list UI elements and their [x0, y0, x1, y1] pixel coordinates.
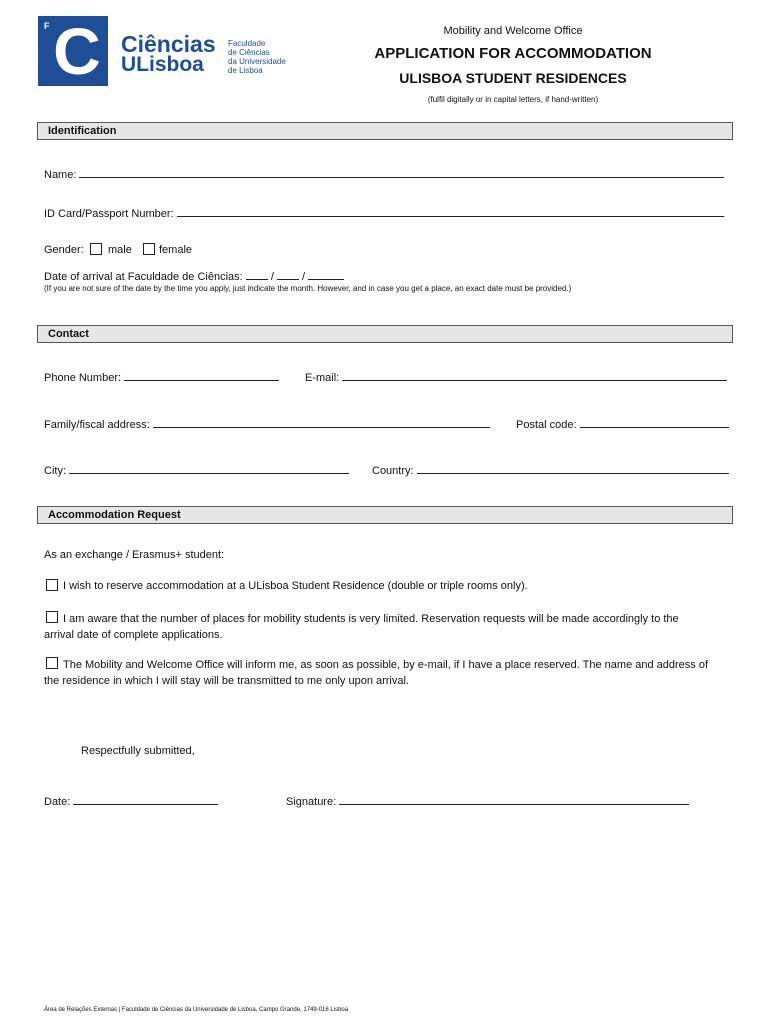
arrival-day-line[interactable] [246, 268, 268, 280]
country-label: Country: [372, 465, 414, 477]
email-field[interactable] [305, 369, 727, 384]
address-field[interactable] [44, 416, 490, 431]
arrival-month-line[interactable] [277, 268, 299, 280]
logo-letter-c: C [53, 14, 101, 88]
logo-faculty-line: de Lisboa [228, 66, 263, 75]
female-label: female [159, 244, 193, 256]
signature-input-line[interactable] [339, 793, 689, 805]
logo-ciencias-text: Ciências [121, 31, 216, 57]
address-input-line[interactable] [153, 416, 490, 428]
email-input-line[interactable] [342, 369, 727, 381]
arrival-slash: / [302, 271, 306, 283]
city-field[interactable] [44, 462, 349, 477]
phone-label: Phone Number: [44, 372, 122, 384]
page-subtitle: ULISBOA STUDENT RESIDENCES [399, 70, 627, 86]
arrival-year-line[interactable] [308, 268, 344, 280]
male-label: male [108, 244, 132, 256]
email-label: E-mail: [305, 372, 340, 384]
section-accommodation-header: Accommodation Request [37, 506, 733, 524]
section-contact-header: Contact [37, 325, 733, 343]
aware-option-line2: arrival date of complete applications. [44, 629, 223, 641]
id-input-line[interactable] [177, 205, 724, 217]
section-identification-header: Identification [37, 122, 733, 140]
reserve-option-text: I wish to reserve accommodation at a ULisboa Student Residence (double or triple rooms only). [63, 580, 528, 592]
postal-label: Postal code: [516, 419, 577, 431]
aware-checkbox[interactable] [46, 611, 58, 623]
office-name: Mobility and Welcome Office [443, 25, 583, 37]
postal-input-line[interactable] [580, 416, 729, 428]
respectfully-text: Respectfully submitted, [81, 745, 195, 757]
male-checkbox[interactable] [90, 243, 102, 255]
city-label: City: [44, 465, 66, 477]
country-field[interactable] [372, 462, 729, 477]
request-intro: As an exchange / Erasmus+ student: [44, 549, 225, 561]
id-field[interactable] [44, 205, 724, 220]
logo-mark [38, 16, 108, 86]
arrival-label: Date of arrival at Faculdade de Ciências: [44, 271, 243, 283]
page-title: APPLICATION FOR ACCOMMODATION [374, 45, 652, 62]
date-field[interactable] [44, 793, 218, 808]
logo-faculty-line: da Universidade [228, 57, 286, 66]
phone-input-line[interactable] [124, 369, 279, 381]
logo-faculty-text [228, 39, 308, 75]
address-label: Family/fiscal address: [44, 419, 150, 431]
inform-checkbox[interactable] [46, 657, 58, 669]
inform-option-line1: The Mobility and Welcome Office will inform me, as soon as possible, by e-mail, if I have a place reserved. The name and address of [63, 659, 709, 671]
name-input-line[interactable] [79, 166, 724, 178]
phone-field[interactable] [44, 369, 279, 384]
arrival-note: (If you are not sure of the date by the time you apply, just indicate the month. However, and in case you get a place, an exact date must be provided.) [44, 284, 572, 293]
arrival-slash: / [270, 271, 274, 283]
logo-letter-f: F [44, 21, 50, 31]
inform-option-line2: the residence in which I will stay will be transmitted to me only upon arrival. [44, 675, 409, 687]
logo-ulisboa-text: ULisboa [121, 53, 204, 76]
page-footer: Área de Relações Externas | Faculdade de Ciências da Universidade de Lisboa, Campo Grande, 1749-016 Lisboa [44, 1007, 349, 1013]
female-checkbox[interactable] [143, 243, 155, 255]
date-label: Date: [44, 796, 71, 808]
aware-option-line1: I am aware that the number of places for mobility students is very limited. Reservation requests will be made accordingly to the [63, 613, 679, 625]
id-label: ID Card/Passport Number: [44, 208, 174, 220]
postal-field[interactable] [516, 416, 729, 431]
logo-faculty-line: Faculdade [228, 39, 266, 48]
arrival-field[interactable] [44, 268, 344, 283]
fill-instructions: (fulfil digitally or in capital letters, if hand-written) [427, 95, 599, 104]
signature-label: Signature: [286, 796, 337, 808]
gender-label: Gender: [44, 244, 84, 256]
name-label: Name: [44, 169, 77, 181]
logo-faculty-line: de Ciências [228, 48, 270, 57]
signature-field[interactable] [286, 793, 689, 808]
country-input-line[interactable] [417, 462, 729, 474]
name-field[interactable] [44, 166, 724, 181]
date-input-line[interactable] [73, 793, 218, 805]
reserve-checkbox[interactable] [46, 579, 58, 591]
city-input-line[interactable] [69, 462, 349, 474]
